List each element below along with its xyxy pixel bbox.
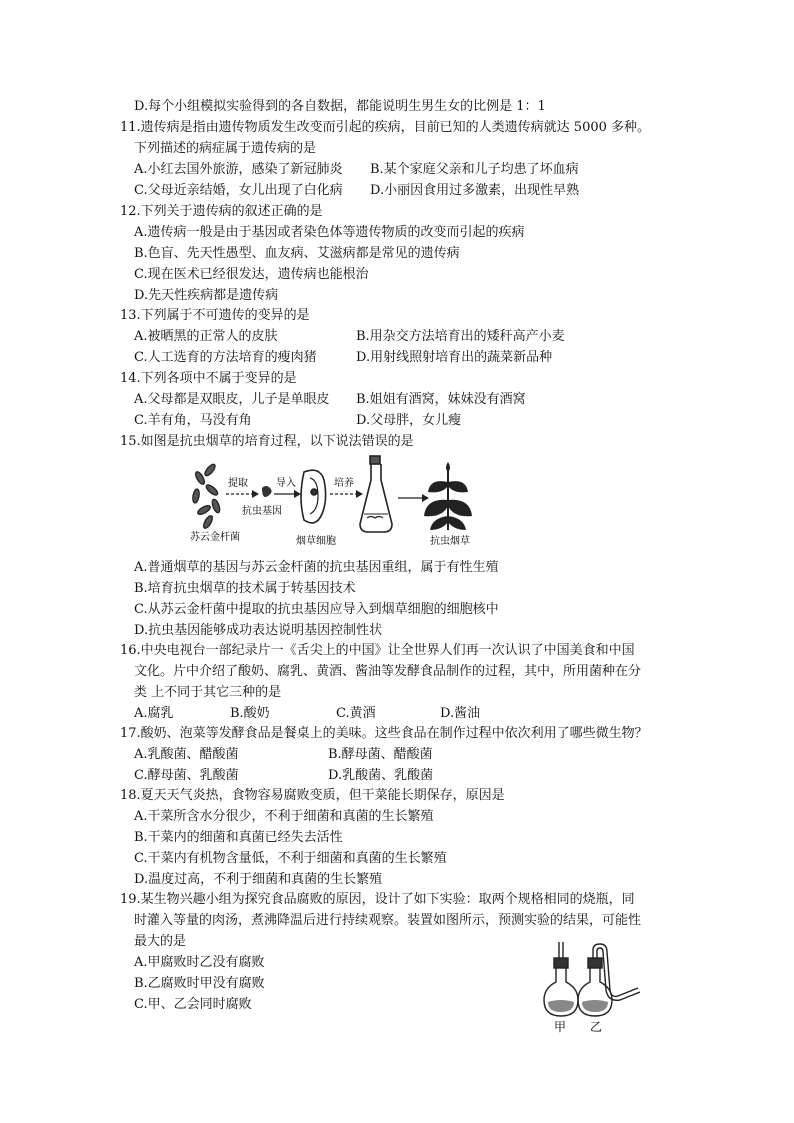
q18-option-b: B.干菜内的细菌和真菌已经失去活性: [134, 830, 343, 845]
bacteria-cluster-icon: [192, 463, 221, 530]
tobacco-cell-icon: [301, 470, 326, 523]
q17-options-ab: [134, 745, 433, 764]
label-yi: 乙: [590, 1020, 603, 1034]
q11-option-c: C.父母近亲结婚，女儿出现了白化病: [134, 183, 343, 198]
q19-option-a: A.甲腐败时乙没有腐败: [134, 955, 265, 970]
q16-option-d: D.酱油: [440, 706, 481, 721]
q14-option-a: A.父母都是双眼皮，儿子是单眼皮: [134, 392, 330, 407]
label-culture: 培养: [334, 478, 354, 489]
q18-option-a: A.干菜所含水分很少，不利于细菌和真菌的生长繁殖: [134, 809, 434, 824]
q15-figure: [186, 452, 486, 552]
q18-option-d: D.温度过高，不利于细菌和真菌的生长繁殖: [134, 872, 383, 887]
q12-option-a: A.遗传病一般是由于基因或者染色体等遗传物质的改变而引起的疾病: [134, 225, 525, 240]
q18-stem: 18.夏天天气炎热，食物容易腐败变质，但干菜能长期保存，原因是: [120, 788, 505, 803]
q12-option-c: C.现在医术已经很发达，遗传病也能根治: [134, 267, 369, 282]
culture-flask-icon: [360, 456, 392, 532]
q15-option-a: A.普通烟草的基因与苏云金杆菌的抗虫基因重组，属于有性生殖: [134, 560, 499, 575]
q17-option-d: D.乳酸菌、乳酸菌: [328, 768, 434, 783]
q16-option-c: C.黄酒: [336, 706, 376, 721]
q19-flask-figure: [540, 942, 650, 1034]
flask-jia-icon: [544, 942, 578, 1016]
q17-option-c: C.酵母菌、乳酸菌: [134, 768, 239, 783]
q14-options-cd: [134, 411, 462, 430]
q11-option-b: B.某个家庭父亲和儿子均患了坏血病: [370, 162, 579, 177]
q15-stem: 15.如图是抗虫烟草的培育过程，以下说法错误的是: [120, 434, 414, 449]
q13-options-ab: [134, 327, 565, 346]
gene-fragment-icon: [262, 486, 272, 497]
label-cell: 烟草细胞: [296, 536, 336, 547]
q18-option-c: C.干菜内有机物含量低，不利于细菌和真菌的生长繁殖: [134, 851, 447, 866]
q11-options-ab: [134, 160, 579, 179]
q14-stem: 14.下列各项中不属于变异的是: [120, 371, 297, 386]
q12-option-b: B.色盲、先天性愚型、血友病、艾滋病都是常见的遗传病: [134, 246, 460, 261]
q19-stem-line2: 时灌入等量的肉汤，煮沸降温后进行持续观察。装置如图所示，预测实验的结果，可能性: [134, 913, 642, 928]
label-gene: 抗虫基因: [242, 506, 282, 517]
label-jia: 甲: [554, 1020, 567, 1034]
q12-stem: 12.下列关于遗传病的叙述正确的是: [120, 204, 323, 219]
q14-option-d: D.父母胖，女儿瘦: [356, 413, 462, 428]
q10-option-d: D.每个小组模拟实验得到的各自数据，都能说明生男生女的比例是 1：1: [134, 99, 546, 114]
q19-stem-line1: 19.某生物兴趣小组为探究食品腐败的原因，设计了如下实验：取两个规格相同的烧瓶，同: [120, 892, 635, 907]
q19-stem-line3: 最大的是: [134, 934, 187, 949]
q16-stem-line3: 类 上不同于其它三种的是: [134, 685, 282, 700]
q13-option-b: B.用杂交方法培育出的矮秆高产小麦: [356, 329, 565, 344]
q19-option-b: B.乙腐败时甲没有腐败: [134, 976, 265, 991]
q11-stem-line2: 下列描述的病症属于遗传病的是: [134, 141, 317, 156]
q14-option-c: C.羊有角，马没有角: [134, 413, 252, 428]
q13-option-c: C.人工选育的方法培育的瘦肉猪: [134, 350, 317, 365]
q16-stem-line1: 16.中央电视台一部纪录片一《舌尖上的中国》让全世界人们再一次认识了中国美食和中国: [120, 643, 635, 658]
q16-option-a: A.腐乳: [134, 706, 174, 721]
q13-option-a: A.被晒黑的正常人的皮肤: [134, 329, 278, 344]
q15-option-c: C.从苏云金杆菌中提取的抗虫基因应导入到烟草细胞的细胞核中: [134, 602, 499, 617]
q12-option-d: D.先天性疾病都是遗传病: [134, 288, 279, 303]
q16-stem-line2: 文化。片中介绍了酸奶、腐乳、黄酒、酱油等发酵食品制作的过程，其中，所用菌种在分: [134, 664, 642, 679]
q11-stem-line1: 11.遗传病是指由遗传物质发生改变而引起的疾病，目前已知的人类遗传病就达 5000 多种。: [120, 120, 651, 135]
flask-yi-icon: [578, 944, 640, 1016]
q17-option-b: B.酵母菌、醋酸菌: [328, 747, 433, 762]
label-extract: 提取: [228, 478, 248, 489]
q19-option-c: C.甲、乙会同时腐败: [134, 997, 252, 1012]
label-bacteria: 苏云金杆菌: [190, 532, 240, 543]
q11-option-d: D.小丽因食用过多激素，出现性早熟: [370, 183, 580, 198]
q14-option-b: B.姐姐有酒窝，妹妹没有酒窝: [356, 392, 526, 407]
tobacco-plant-icon: [424, 462, 472, 530]
q13-options-cd: [134, 348, 553, 367]
q17-options-cd: [134, 766, 434, 785]
q14-options-ab: [134, 390, 526, 409]
label-import: 导入: [276, 478, 296, 489]
q11-options-cd: [134, 181, 580, 200]
q17-option-a: A.乳酸菌、醋酸菌: [134, 747, 239, 762]
q15-option-b: B.培育抗虫烟草的技术属于转基因技术: [134, 581, 356, 596]
label-plant: 抗虫烟草: [430, 536, 470, 547]
q13-stem: 13.下列属于不可遗传的变异的是: [120, 308, 310, 323]
q11-option-a: A.小红去国外旅游，感染了新冠肺炎: [134, 162, 343, 177]
q15-option-d: D.抗虫基因能够成功表达说明基因控制性状: [134, 623, 383, 638]
q13-option-d: D.用射线照射培育出的蔬菜新品种: [356, 350, 553, 365]
q17-stem: 17.酸奶、泡菜等发酵食品是餐桌上的美味。这些食品在制作过程中依次利用了哪些微生物？: [120, 726, 648, 741]
q16-option-b: B.酸奶: [230, 706, 270, 721]
